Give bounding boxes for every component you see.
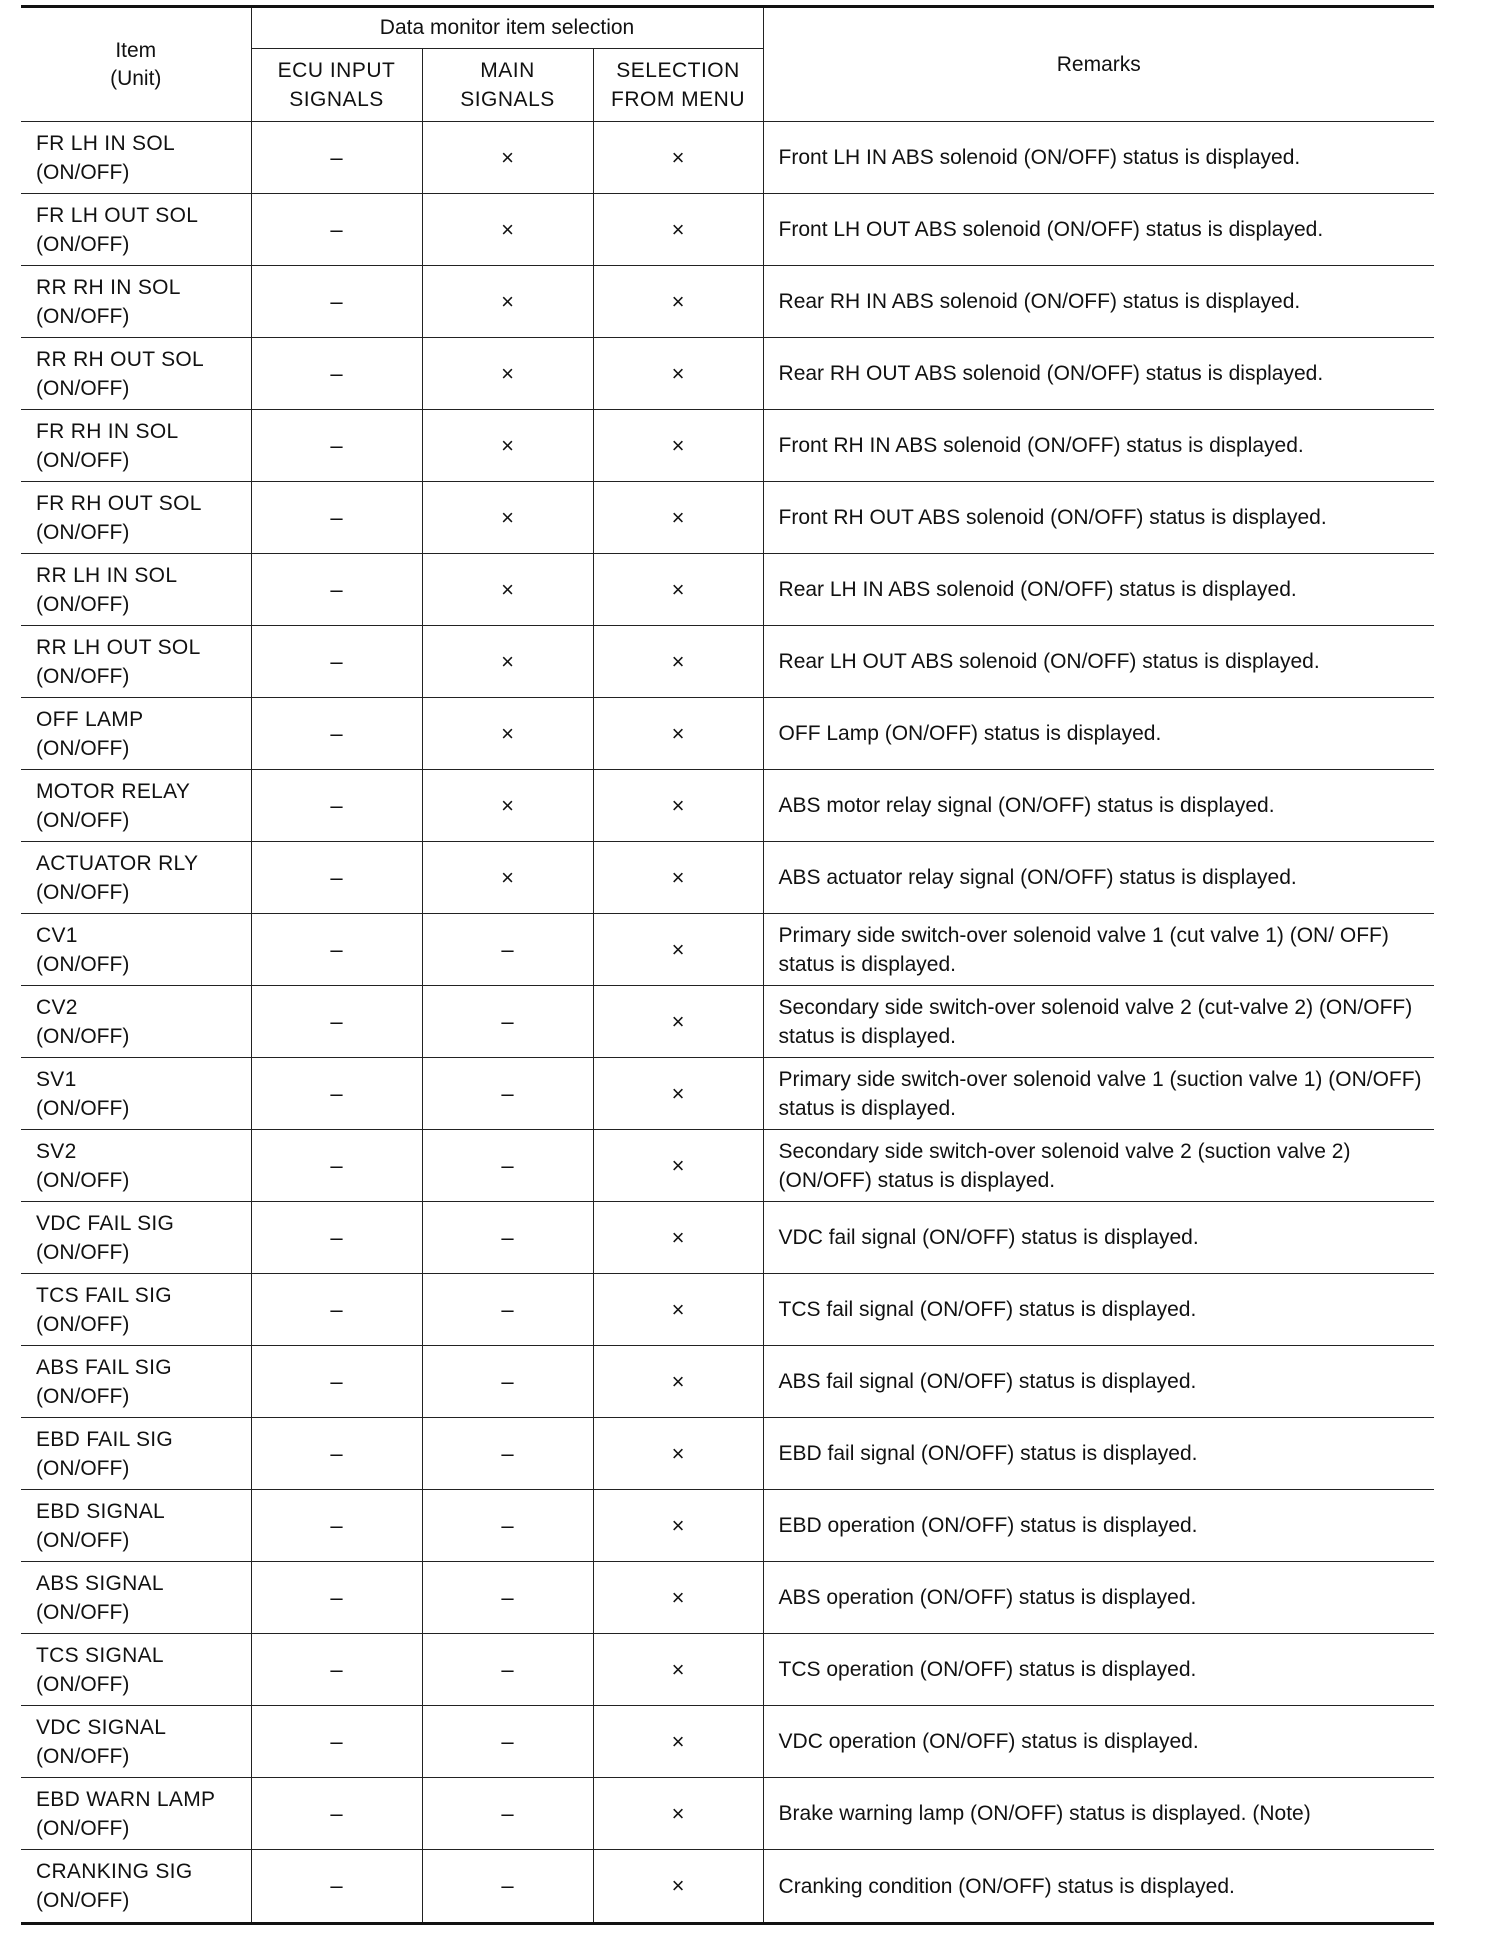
ecu-input-mark: – [251,338,422,410]
item-cell [21,1058,251,1130]
header-unit-label: (Unit) [110,66,162,90]
table-row [21,1346,1434,1418]
item-name: RR RH IN SOL [36,275,181,299]
selection-menu-mark: × [593,1058,763,1130]
main-signals-mark: × [422,698,593,770]
item-unit: (ON/OFF) [36,304,130,328]
main-signals-mark: – [422,1850,593,1924]
ecu-input-mark: – [251,122,422,194]
main-signals-mark: × [422,482,593,554]
ecu-input-mark: – [251,986,422,1058]
table-row [21,626,1434,698]
item-cell [21,770,251,842]
table-row [21,1058,1434,1130]
table-row [21,1706,1434,1778]
remark-text: Front LH OUT ABS solenoid (ON/OFF) status is displayed. [763,194,1434,266]
item-cell [21,1274,251,1346]
item-name: TCS FAIL SIG [36,1283,172,1307]
remark-text: Secondary side switch-over solenoid valve 2 (cut-valve 2) (ON/OFF) status is displayed. [763,986,1434,1058]
item-cell [21,410,251,482]
selection-menu-mark: × [593,482,763,554]
item-name: SV1 [36,1067,77,1091]
ecu-input-mark: – [251,410,422,482]
remark-text: Brake warning lamp (ON/OFF) status is displayed. (Note) [763,1778,1434,1850]
main-signals-mark: × [422,122,593,194]
main-signals-mark: – [422,1058,593,1130]
ecu-input-mark: – [251,770,422,842]
selection-menu-mark: × [593,266,763,338]
main-signals-mark: × [422,770,593,842]
remark-text: Rear LH OUT ABS solenoid (ON/OFF) status is displayed. [763,626,1434,698]
remark-text: ABS motor relay signal (ON/OFF) status is displayed. [763,770,1434,842]
item-cell [21,1778,251,1850]
item-name: EBD FAIL SIG [36,1427,174,1451]
selection-menu-mark: × [593,122,763,194]
item-unit: (ON/OFF) [36,1816,130,1840]
item-name: FR RH IN SOL [36,419,179,443]
main-signals-mark: × [422,194,593,266]
item-cell [21,1418,251,1490]
item-cell [21,266,251,338]
item-unit: (ON/OFF) [36,1456,130,1480]
ecu-input-mark: – [251,1562,422,1634]
header-remarks: Remarks [763,7,1434,122]
main-signals-mark: – [422,1130,593,1202]
item-cell [21,1346,251,1418]
main-signals-mark: – [422,1202,593,1274]
main-signals-mark: × [422,554,593,626]
selection-menu-mark: × [593,194,763,266]
main-signals-mark: – [422,1778,593,1850]
item-unit: (ON/OFF) [36,736,130,760]
main-signals-mark: – [422,986,593,1058]
header-data-monitor-group: Data monitor item selection [251,7,763,49]
table-row [21,1562,1434,1634]
item-cell [21,1202,251,1274]
table-row [21,1274,1434,1346]
item-cell [21,1490,251,1562]
item-unit: (ON/OFF) [36,1672,130,1696]
main-signals-mark: – [422,1706,593,1778]
item-unit: (ON/OFF) [36,952,130,976]
ecu-input-mark: – [251,1490,422,1562]
remark-text: ABS actuator relay signal (ON/OFF) status is displayed. [763,842,1434,914]
item-name: SV2 [36,1139,77,1163]
ecu-input-mark: – [251,1130,422,1202]
ecu-input-mark: – [251,554,422,626]
remark-text: ABS operation (ON/OFF) status is displayed. [763,1562,1434,1634]
selection-menu-mark: × [593,914,763,986]
main-signals-mark: – [422,1346,593,1418]
ecu-input-mark: – [251,698,422,770]
main-signals-mark: × [422,842,593,914]
item-name: RR LH OUT SOL [36,635,201,659]
header-item [21,7,251,122]
ecu-input-mark: – [251,914,422,986]
selection-menu-mark: × [593,554,763,626]
table-row [21,1850,1434,1924]
remark-text: Primary side switch-over solenoid valve 1 (suction valve 1) (ON/OFF) status is displayed. [763,1058,1434,1130]
selection-menu-mark: × [593,1346,763,1418]
table-row [21,842,1434,914]
item-cell [21,554,251,626]
data-monitor-table [21,5,1434,1925]
header-item-label: Item [115,38,157,62]
selection-menu-mark: × [593,1634,763,1706]
selection-menu-mark: × [593,410,763,482]
item-cell [21,698,251,770]
item-cell [21,842,251,914]
item-name: RR RH OUT SOL [36,347,205,371]
main-signals-mark: – [422,914,593,986]
item-cell [21,1562,251,1634]
table-row [21,554,1434,626]
ecu-input-mark: – [251,482,422,554]
item-name: RR LH IN SOL [36,563,178,587]
remark-text: Front RH OUT ABS solenoid (ON/OFF) status is displayed. [763,482,1434,554]
ecu-input-mark: – [251,1418,422,1490]
remark-text: Rear LH IN ABS solenoid (ON/OFF) status is displayed. [763,554,1434,626]
ecu-input-mark: – [251,1202,422,1274]
item-unit: (ON/OFF) [36,592,130,616]
selection-menu-mark: × [593,1418,763,1490]
ecu-input-mark: – [251,194,422,266]
selection-menu-mark: × [593,1778,763,1850]
item-cell [21,1130,251,1202]
selection-menu-mark: × [593,1850,763,1924]
ecu-input-mark: – [251,1058,422,1130]
item-cell [21,194,251,266]
item-unit: (ON/OFF) [36,376,130,400]
table-row [21,698,1434,770]
item-unit: (ON/OFF) [36,1600,130,1624]
remark-text: EBD operation (ON/OFF) status is displayed. [763,1490,1434,1562]
item-name: FR RH OUT SOL [36,491,202,515]
ecu-input-mark: – [251,1778,422,1850]
item-cell [21,986,251,1058]
table-row [21,1634,1434,1706]
item-name: TCS SIGNAL [36,1643,164,1667]
selection-menu-mark: × [593,986,763,1058]
table-body [21,122,1434,1924]
item-name: EBD SIGNAL [36,1499,166,1523]
table-row [21,1202,1434,1274]
item-name: EBD WARN LAMP [36,1787,216,1811]
item-unit: (ON/OFF) [36,1168,130,1192]
item-name: MOTOR RELAY [36,779,191,803]
table-row [21,986,1434,1058]
item-unit: (ON/OFF) [36,520,130,544]
item-name: CV1 [36,923,78,947]
ecu-input-mark: – [251,626,422,698]
selection-menu-mark: × [593,1130,763,1202]
selection-menu-mark: × [593,626,763,698]
remark-text: ABS fail signal (ON/OFF) status is displayed. [763,1346,1434,1418]
ecu-input-mark: – [251,1634,422,1706]
item-name: FR LH IN SOL [36,131,175,155]
item-cell [21,914,251,986]
selection-menu-mark: × [593,338,763,410]
header-main-signals: MAIN SIGNALS [422,49,593,122]
header-ecu-input-signals: ECU INPUT SIGNALS [251,49,422,122]
remark-text: Cranking condition (ON/OFF) status is displayed. [763,1850,1434,1924]
selection-menu-mark: × [593,1706,763,1778]
ecu-input-mark: – [251,1274,422,1346]
item-unit: (ON/OFF) [36,880,130,904]
item-name: FR LH OUT SOL [36,203,199,227]
table-row [21,482,1434,554]
remark-text: Rear RH IN ABS solenoid (ON/OFF) status is displayed. [763,266,1434,338]
item-cell [21,626,251,698]
remark-text: EBD fail signal (ON/OFF) status is displayed. [763,1418,1434,1490]
table-row [21,1418,1434,1490]
item-name: ACTUATOR RLY [36,851,199,875]
remark-text: VDC fail signal (ON/OFF) status is displayed. [763,1202,1434,1274]
selection-menu-mark: × [593,1202,763,1274]
table-row [21,914,1434,986]
remark-text: Rear RH OUT ABS solenoid (ON/OFF) status is displayed. [763,338,1434,410]
remark-text: Primary side switch-over solenoid valve 1 (cut valve 1) (ON/ OFF) status is displayed. [763,914,1434,986]
selection-menu-mark: × [593,1562,763,1634]
main-signals-mark: – [422,1418,593,1490]
item-name: VDC SIGNAL [36,1715,167,1739]
main-signals-mark: – [422,1562,593,1634]
remark-text: Front LH IN ABS solenoid (ON/OFF) status is displayed. [763,122,1434,194]
item-cell [21,122,251,194]
table-row [21,770,1434,842]
item-name: ABS FAIL SIG [36,1355,172,1379]
table-row [21,410,1434,482]
main-signals-mark: × [422,626,593,698]
item-cell [21,1634,251,1706]
selection-menu-mark: × [593,1274,763,1346]
item-unit: (ON/OFF) [36,160,130,184]
item-unit: (ON/OFF) [36,1384,130,1408]
table-row [21,1778,1434,1850]
item-unit: (ON/OFF) [36,1024,130,1048]
item-unit: (ON/OFF) [36,1096,130,1120]
main-signals-mark: × [422,410,593,482]
item-unit: (ON/OFF) [36,1312,130,1336]
table-row [21,194,1434,266]
item-cell [21,338,251,410]
main-signals-mark: – [422,1634,593,1706]
ecu-input-mark: – [251,1706,422,1778]
table-row [21,266,1434,338]
ecu-input-mark: – [251,266,422,338]
ecu-input-mark: – [251,1850,422,1924]
main-signals-mark: × [422,338,593,410]
table-row [21,1130,1434,1202]
selection-menu-mark: × [593,698,763,770]
table-row [21,122,1434,194]
main-signals-mark: × [422,266,593,338]
remark-text: TCS fail signal (ON/OFF) status is displayed. [763,1274,1434,1346]
remark-text: OFF Lamp (ON/OFF) status is displayed. [763,698,1434,770]
item-unit: (ON/OFF) [36,448,130,472]
table-row [21,1490,1434,1562]
item-name: ABS SIGNAL [36,1571,164,1595]
header-selection-from-menu: SELECTION FROM MENU [593,49,763,122]
remark-text: Secondary side switch-over solenoid valve 2 (suction valve 2) (ON/OFF) status is displayed. [763,1130,1434,1202]
table-row [21,338,1434,410]
main-signals-mark: – [422,1490,593,1562]
item-name: CV2 [36,995,78,1019]
main-signals-mark: – [422,1274,593,1346]
remark-text: TCS operation (ON/OFF) status is displayed. [763,1634,1434,1706]
remark-text: VDC operation (ON/OFF) status is displayed. [763,1706,1434,1778]
remark-text: Front RH IN ABS solenoid (ON/OFF) status is displayed. [763,410,1434,482]
item-name: OFF LAMP [36,707,144,731]
item-name: CRANKING SIG [36,1860,193,1883]
ecu-input-mark: – [251,842,422,914]
item-unit: (ON/OFF) [36,1528,130,1552]
selection-menu-mark: × [593,842,763,914]
item-unit: (ON/OFF) [36,1240,130,1264]
item-cell [21,1706,251,1778]
item-unit: (ON/OFF) [36,808,130,832]
ecu-input-mark: – [251,1346,422,1418]
item-cell [21,1850,251,1924]
item-cell [21,482,251,554]
item-unit: (ON/OFF) [36,1744,130,1768]
item-unit: (ON/OFF) [36,232,130,256]
item-unit: (ON/OFF) [36,664,130,688]
selection-menu-mark: × [593,770,763,842]
item-name: VDC FAIL SIG [36,1211,175,1235]
selection-menu-mark: × [593,1490,763,1562]
item-unit: (ON/OFF) [36,1889,130,1912]
